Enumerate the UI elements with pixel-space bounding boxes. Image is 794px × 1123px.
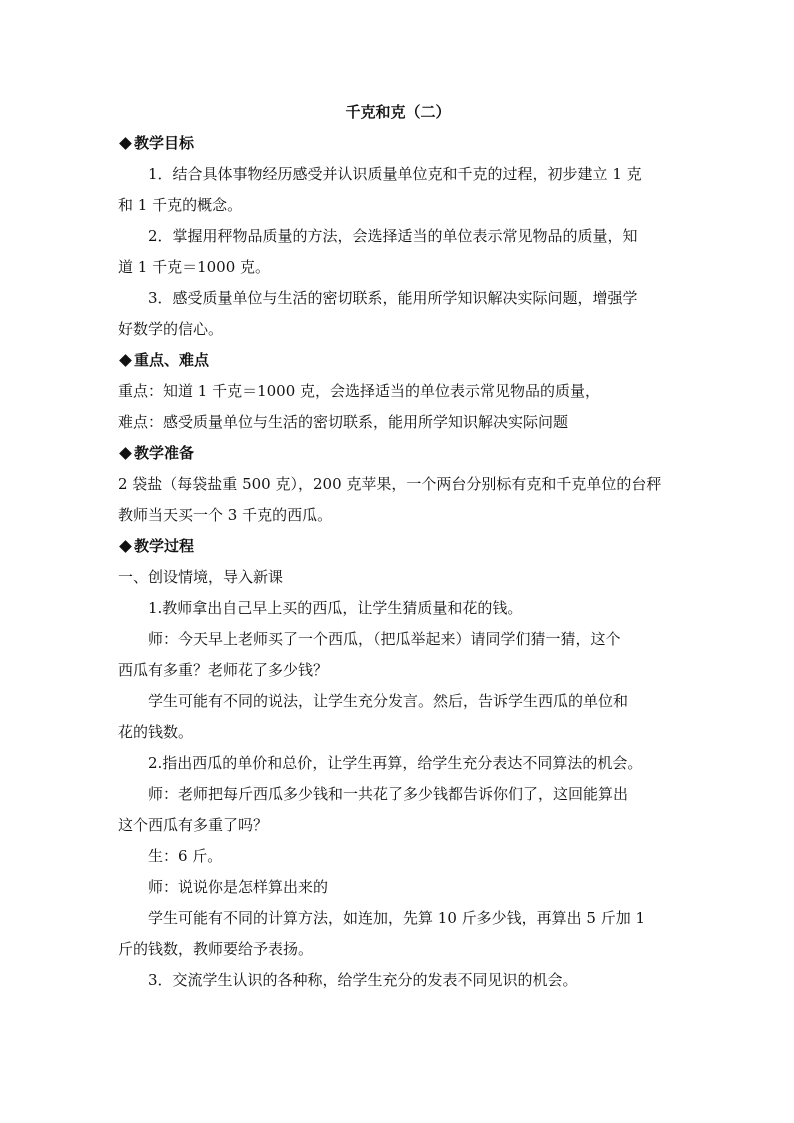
diamond-bullet-icon — [119, 137, 132, 150]
diamond-bullet-icon — [119, 354, 132, 367]
process-line-5: 学生可能有不同的说法，让学生充分发言。然后，告诉学生西瓜的单位和 — [148, 692, 629, 710]
process-line-10: 生：6 斤。 — [148, 847, 223, 865]
process-line-14: 3．交流学生认识的各种称，给学生充分的发表不同见识的机会。 — [148, 971, 578, 989]
process-line-9: 这个西瓜有多重了吗？ — [118, 816, 269, 834]
section-heading-key-points-text: 重点、难点 — [134, 351, 210, 369]
process-line-13: 斤的钱数，教师要给予表扬。 — [118, 940, 314, 958]
preparation-line-1: 2 袋盐（每袋盐重 500 克），200 克苹果，一个两台分别标有克和千克单位的台秤 — [118, 475, 662, 493]
process-line-3: 师：今天早上老师买了一个西瓜，（把瓜举起来）请同学们猜一猜，这个 — [148, 630, 621, 648]
goals-line-5: 3．感受质量单位与生活的密切联系，能用所学知识解决实际问题，增强学 — [148, 289, 638, 307]
diamond-bullet-icon — [119, 447, 132, 460]
document-title: 千克和克（二） — [345, 103, 451, 121]
process-line-4: 西瓜有多重？老师花了多少钱？ — [118, 661, 329, 679]
section-heading-goals — [118, 128, 678, 159]
process-line-12: 学生可能有不同的计算方法，如连加，先算 10 斤多少钱，再算出 5 斤加 1 — [148, 909, 646, 927]
section-heading-process-text: 教学过程 — [134, 537, 195, 555]
goals-line-4: 道 1 千克＝1000 克。 — [118, 258, 271, 276]
goals-line-1: 1．结合具体事物经历感受并认识质量单位克和千克的过程，初步建立 1 克 — [148, 165, 642, 183]
key-point-line-2: 难点：感受质量单位与生活的密切联系，能用所学知识解决实际问题 — [118, 413, 569, 431]
section-heading-key-points — [118, 345, 678, 376]
section-heading-preparation-text: 教学准备 — [134, 444, 195, 462]
goals-line-6: 好数学的信心。 — [118, 320, 224, 338]
section-heading-process — [118, 531, 678, 562]
section-heading-preparation — [118, 438, 678, 469]
diamond-bullet-icon — [119, 540, 132, 553]
process-line-7: 2.指出西瓜的单价和总价，让学生再算，给学生充分表达不同算法的机会。 — [148, 754, 643, 772]
document-page — [118, 98, 678, 996]
process-line-8: 师：老师把每斤西瓜多少钱和一共花了多少钱都告诉你们了，这回能算出 — [148, 785, 629, 803]
process-line-6: 花的钱数。 — [118, 723, 194, 741]
goals-line-3: 2．掌握用秤物品质量的方法，会选择适当的单位表示常见物品的质量，知 — [148, 227, 638, 245]
preparation-line-2: 教师当天买一个 3 千克的西瓜。 — [118, 506, 333, 524]
process-line-2: 1.教师拿出自己早上买的西瓜，让学生猜质量和花的钱。 — [148, 599, 523, 617]
goals-line-2: 和 1 千克的概念。 — [118, 196, 243, 214]
key-point-line-1: 重点：知道 1 千克＝1000 克，会选择适当的单位表示常见物品的质量， — [118, 382, 601, 400]
section-heading-goals-text: 教学目标 — [134, 134, 195, 152]
process-line-11: 师：说说你是怎样算出来的 — [148, 878, 329, 896]
process-line-1: 一、创设情境，导入新课 — [118, 568, 284, 586]
